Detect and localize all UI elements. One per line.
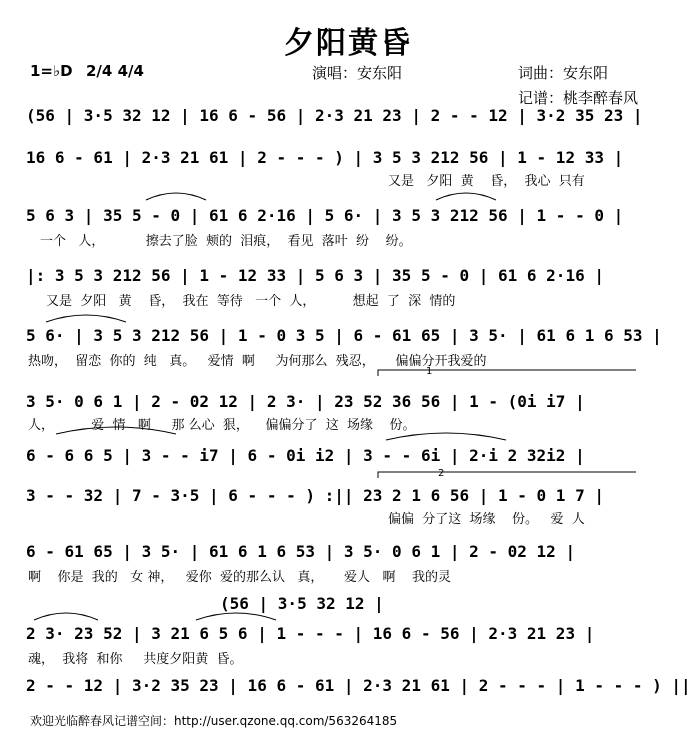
lyrics-row: 又是 夕阳 黄 昏， 我在 等待 一个 人， 想起 了 深 情的 xyxy=(46,294,456,309)
notation-row: 2 - - 12 | 3·2 35 23 | 16 6 - 61 | 2·3 21 61 | 2 - - - | 1 - - - ) || xyxy=(26,676,691,695)
score xyxy=(26,102,691,702)
song-title: 夕阳黄昏 xyxy=(284,26,412,61)
notation-row: 6 - 6 6 5 | 3 - - i7 | 6 - 0i i2 | 3 - - 6i | 2·i 2 32i2 | xyxy=(26,446,585,465)
slur xyxy=(436,193,496,200)
slur xyxy=(34,613,98,620)
lyrics-row: 又是 夕阳 黄 昏， 我心 只有 xyxy=(388,174,585,189)
notation-row: 5 6· | 3 5 3 212 56 | 1 - 0 3 5 | 6 - 61 65 | 3 5· | 61 6 1 6 53 | xyxy=(26,326,662,345)
slur xyxy=(46,315,126,322)
notation-row: (56 | 3·5 32 12 | 16 6 - 56 | 2·3 21 23 | 2 - - 12 | 3·2 35 23 | xyxy=(26,106,643,125)
volta-2-bracket xyxy=(378,472,636,478)
lyrics-row: 热吻， 留恋 你的 纯 真。 爱情 啊 为何那么 残忍， 偏偏分开我爱的 xyxy=(28,354,487,369)
notation-row: 2 3· 23 52 | 3 21 6 5 6 | 1 - - - | 16 6 - 56 | 2·3 21 23 | xyxy=(26,624,595,643)
lyrics-row: 偏偏 分了这 场缘 份。 爱 人 xyxy=(388,512,585,527)
key-signature: 1=♭D xyxy=(30,62,73,80)
slur xyxy=(386,433,506,440)
notation-row: 3 5· 0 6 1 | 2 - 02 12 | 2 3· | 23 52 36 56 | 1 - (0i i7 | xyxy=(26,392,585,411)
notation-row: (56 | 3·5 32 12 | xyxy=(220,594,384,613)
notation-marks xyxy=(26,102,666,702)
notation-row: |: 3 5 3 212 56 | 1 - 12 33 | 5 6 3 | 35 5 - 0 | 61 6 2·16 | xyxy=(26,266,604,285)
lyrics-row: 啊 你是 我的 女 神， 爱你 爱的那么认 真， 爱人 啊 我的灵 xyxy=(28,570,451,585)
notation-row: 5 6 3 | 35 5 - 0 | 61 6 2·16 | 5 6· | 3 5 3 212 56 | 1 - - 0 | xyxy=(26,206,624,225)
singer-credit: 演唱：安东阳 xyxy=(312,64,403,82)
lyrics-row: 魂， 我将 和你 共度夕阳黄 昏。 xyxy=(28,652,243,667)
volta-1-bracket xyxy=(378,370,636,376)
slur xyxy=(146,193,206,200)
composer-credit: 词曲：安东阳 xyxy=(518,64,609,82)
lyrics-row: 人， 爱 情 啊 那 么心 狠， 偏偏分了 这 场缘 份。 xyxy=(28,418,416,433)
time-signature: 2/4 4/4 xyxy=(86,62,144,80)
slur xyxy=(56,427,176,434)
footer-credit: 欢迎光临醉春风记谱空间：http://user.qzone.qq.com/563264185 xyxy=(30,714,398,728)
notation-row: 3 - - 32 | 7 - 3·5 | 6 - - - ) :|| 23 2 1 6 56 | 1 - 0 1 7 | xyxy=(26,486,604,505)
notation-row: 6 - 61 65 | 3 5· | 61 6 1 6 53 | 3 5· 0 6 1 | 2 - 02 12 | xyxy=(26,542,576,561)
volta-2-label: 2 xyxy=(438,468,445,479)
volta-1-label: 1 xyxy=(426,366,433,377)
lyrics-row: 一个 人， 擦去了脸 颊的 泪痕， 看见 落叶 纷 纷。 xyxy=(40,234,412,249)
notation-row: 16 6 - 61 | 2·3 21 61 | 2 - - - ) | 3 5 3 212 56 | 1 - 12 33 | xyxy=(26,148,624,167)
transcriber-credit: 记谱：桃李醉春风 xyxy=(518,89,639,107)
slur xyxy=(196,613,276,620)
